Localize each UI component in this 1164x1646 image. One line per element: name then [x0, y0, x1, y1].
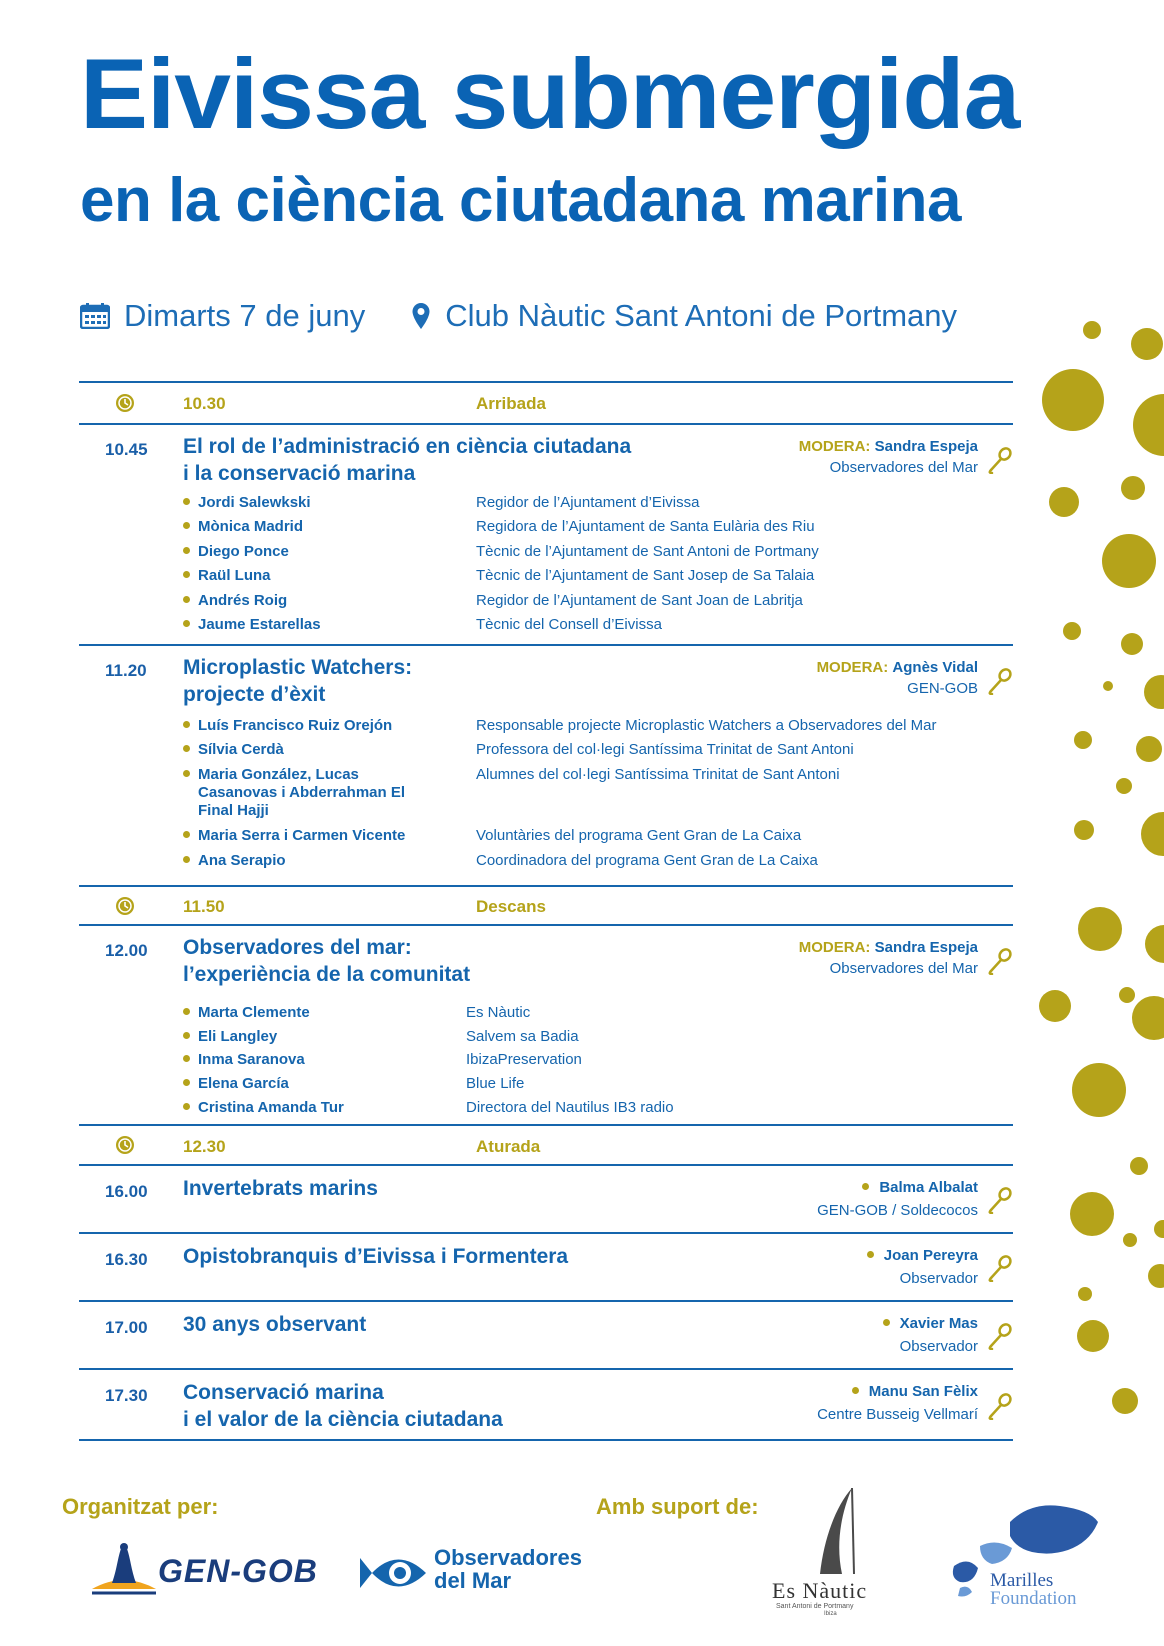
speaker-name: Eli Langley	[183, 1028, 277, 1046]
session-time: 11.20	[105, 661, 147, 680]
schedule-break	[79, 1126, 1013, 1164]
talk-row	[79, 1166, 1013, 1232]
session-title: Observadores del mar: l’experiència de la comunitat	[183, 936, 471, 986]
observadores-logo	[360, 1546, 600, 1604]
microphone-icon	[987, 1322, 1013, 1350]
clock-icon	[115, 393, 135, 413]
calendar-icon	[80, 303, 110, 329]
speaker-role: Responsable projecte Microplastic Watchers a Observadores del Mar	[476, 717, 937, 734]
es-nautic-sub: Sant Antoni de Portmany	[776, 1603, 854, 1610]
talk-row	[79, 1370, 1013, 1439]
break-time: 11.50	[183, 897, 225, 916]
speaker-role: Es Nàutic	[466, 1004, 531, 1021]
sail-icon	[806, 1486, 866, 1578]
microphone-icon	[987, 667, 1013, 695]
moderator: MODERA: Sandra Espeja Observadores del Mar	[798, 939, 978, 977]
break-label: Arribada	[476, 394, 546, 413]
session-time: 12.00	[105, 941, 148, 960]
talk-time: 16.30	[105, 1250, 148, 1269]
speaker-role: Directora del Nautilus IB3 radio	[466, 1099, 674, 1116]
microphone-icon	[987, 1392, 1013, 1420]
observadores-line2: del Mar	[434, 1568, 512, 1593]
talk-title: Conservació marina i el valor de la ciència ciutadana	[183, 1381, 503, 1431]
break-time: 10.30	[183, 394, 226, 413]
schedule	[79, 381, 1013, 1441]
session-title: El rol de l’administració en ciència ciutadana i la conservació marina	[183, 435, 632, 485]
gen-gob-bird-icon	[88, 1537, 160, 1601]
talk-title: 30 anys observant	[183, 1313, 367, 1336]
speaker-role: IbizaPreservation	[466, 1051, 582, 1068]
microphone-icon	[987, 947, 1013, 975]
speaker-name: Raül Luna	[183, 567, 271, 585]
gen-gob-name: GEN-GOB	[158, 1553, 318, 1589]
talk-speaker: Balma Albalat GEN-GOB / Soldecocos	[817, 1179, 978, 1219]
event-location: Club Nàutic Sant Antoni de Portmany	[445, 298, 958, 333]
speaker-name: Mònica Madrid	[183, 518, 303, 536]
speaker-role: Voluntàries del programa Gent Gran de La Caixa	[476, 827, 802, 844]
page-title: Eivissa submergida	[80, 38, 1020, 149]
speaker-name: Ana Serapio	[183, 852, 286, 870]
support-heading: Amb suport de:	[596, 1494, 759, 1519]
break-label: Descans	[476, 897, 546, 916]
speaker-name: Luís Francisco Ruiz Orejón	[183, 717, 392, 735]
speaker-role: Tècnic de l’Ajuntament de Sant Antoni de Portmany	[476, 543, 819, 560]
event-date: Dimarts 7 de juny	[124, 298, 366, 333]
microphone-icon	[987, 1186, 1013, 1214]
session-block	[79, 646, 1013, 885]
speaker-role: Regidor de l’Ajuntament de Sant Joan de Labritja	[476, 592, 803, 609]
location-pin-icon	[411, 302, 431, 330]
speaker-role: Professora del col·legi Santíssima Trinitat de Sant Antoni	[476, 741, 854, 758]
es-nautic-sub2: Ibiza	[824, 1611, 837, 1617]
talk-title: Opistobranquis d’Eivissa i Formentera	[183, 1245, 569, 1268]
speaker-name: Andrés Roig	[183, 592, 287, 610]
clock-icon	[115, 1135, 135, 1155]
talk-speaker: Xavier Mas Observador	[883, 1312, 978, 1358]
es-nautic-logo	[766, 1486, 906, 1616]
speaker-role: Alumnes del col·legi Santíssima Trinitat de Sant Antoni	[476, 766, 840, 783]
eye-fish-icon	[360, 1550, 430, 1596]
speaker-role: Tècnic del Consell d’Eivissa	[476, 616, 662, 633]
speaker-name: Maria González, Lucas Casanovas i Abderrahman El Final Hajji	[183, 766, 405, 820]
speaker-role: Salvem sa Badia	[466, 1028, 579, 1045]
talk-row	[79, 1302, 1013, 1368]
talk-speaker: Joan Pereyra Observador	[867, 1244, 978, 1290]
talk-time: 17.30	[105, 1386, 148, 1405]
speaker-role: Coordinadora del programa Gent Gran de La Caixa	[476, 852, 818, 869]
session-block	[79, 425, 1013, 644]
talk-row	[79, 1234, 1013, 1300]
speaker-role: Regidora de l’Ajuntament de Santa Eulària des Riu	[476, 518, 815, 535]
speaker-name: Jordi Salewkski	[183, 494, 311, 512]
speaker-name: Sílvia Cerdà	[183, 741, 284, 759]
break-label: Aturada	[476, 1137, 541, 1156]
speaker-name: Marta Clemente	[183, 1004, 310, 1022]
talk-title: Invertebrats marins	[183, 1177, 378, 1200]
schedule-break	[79, 887, 1013, 924]
speaker-name: Maria Serra i Carmen Vicente	[183, 827, 405, 845]
schedule-break	[79, 383, 1013, 423]
session-time: 10.45	[105, 440, 148, 459]
organized-by-heading: Organitzat per:	[62, 1494, 219, 1519]
observadores-line1: Observadores	[434, 1545, 582, 1570]
page-subtitle: en la ciència ciutadana marina	[80, 166, 961, 235]
event-info	[80, 296, 957, 336]
speaker-name: Diego Ponce	[183, 543, 289, 561]
gen-gob-logo	[88, 1537, 318, 1601]
moderator: MODERA: Sandra Espeja Observadores del Mar	[798, 438, 978, 476]
speaker-name: Elena García	[183, 1075, 289, 1093]
speaker-role: Tècnic de l’Ajuntament de Sant Josep de Sa Talaia	[476, 567, 815, 584]
marilles-line2: Foundation	[990, 1588, 1077, 1609]
speaker-role: Regidor de l’Ajuntament d’Eivissa	[476, 494, 700, 511]
speaker-name: Jaume Estarellas	[183, 616, 321, 634]
break-time: 12.30	[183, 1137, 226, 1156]
marilles-line1: Marilles	[990, 1570, 1054, 1591]
moderator: MODERA: Agnès Vidal GEN-GOB	[816, 659, 978, 697]
es-nautic-name: Es Nàutic	[772, 1578, 868, 1603]
speaker-name: Inma Saranova	[183, 1051, 305, 1069]
talk-time: 16.00	[105, 1182, 148, 1201]
microphone-icon	[987, 1254, 1013, 1282]
speaker-role: Blue Life	[466, 1075, 525, 1092]
session-title: Microplastic Watchers: projecte d’èxit	[183, 656, 413, 706]
marilles-logo	[940, 1492, 1100, 1612]
speaker-name: Cristina Amanda Tur	[183, 1099, 344, 1117]
session-block	[79, 926, 1013, 1124]
clock-icon	[115, 896, 135, 916]
talk-speaker: Manu San Fèlix Centre Busseig Vellmarí	[817, 1383, 978, 1423]
talk-time: 17.00	[105, 1318, 148, 1337]
microphone-icon	[987, 446, 1013, 474]
